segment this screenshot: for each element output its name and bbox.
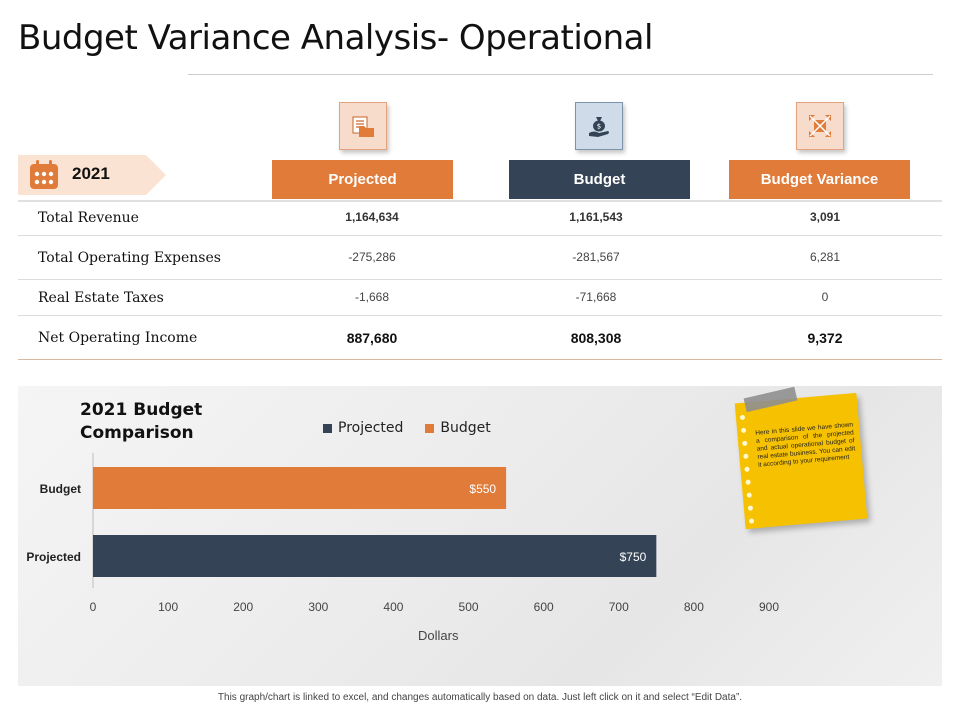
x-tick-label: 600: [533, 600, 554, 614]
column-header-projected: Projected: [272, 160, 453, 199]
bar-budget: [93, 467, 506, 509]
chart-title: 2021 Budget Comparison: [80, 400, 203, 443]
x-tick-label: 800: [683, 600, 704, 614]
row-label: Real Estate Taxes: [38, 290, 164, 306]
budget-value: -71,668: [575, 290, 617, 304]
variance-value: 6,281: [809, 250, 841, 264]
x-tick-label: 100: [158, 600, 179, 614]
bar-projected: [93, 535, 656, 577]
column-header-budget: Budget: [509, 160, 690, 199]
x-tick-label: 300: [308, 600, 329, 614]
sticky-note: [735, 393, 868, 529]
data-label-budget: $550: [469, 482, 497, 496]
note-text: Here in this slide we have shown a comparison of the projected and actual operational budget of real estate business. You can edit it according to your requirement: [755, 421, 856, 469]
variance-value: 0: [821, 290, 829, 304]
projected-value: 887,680: [346, 330, 398, 346]
legend-label: Budget: [440, 420, 491, 436]
budget-value: 1,161,543: [569, 210, 623, 224]
x-tick-label: 200: [233, 600, 254, 614]
legend-label: Projected: [338, 420, 404, 436]
page-title: Budget Variance Analysis- Operational: [18, 18, 653, 58]
category-label-projected: Projected: [26, 550, 81, 564]
x-tick-label: 700: [608, 600, 629, 614]
svg-text:$: $: [596, 122, 602, 131]
budget-value: 808,308: [570, 330, 622, 346]
projected-value: -1,668: [354, 290, 390, 304]
budget-value: -281,567: [572, 250, 620, 264]
projected-value: 1,164,634: [345, 210, 399, 224]
x-tick-label: 0: [89, 600, 97, 614]
data-label-projected: $750: [619, 550, 647, 564]
x-tick-label: 900: [758, 600, 780, 614]
row-label: Total Revenue: [38, 210, 139, 226]
variance-value: 3,091: [809, 210, 841, 224]
year-label: 2021: [72, 164, 110, 183]
footer-note: This graph/chart is linked to excel, and changes automatically based on data. Just left click on it and select “Edit Data”.: [217, 692, 743, 703]
x-tick-label: 500: [458, 600, 479, 614]
row-label: Total Operating Expenses: [38, 250, 221, 266]
category-label-budget: Budget: [39, 482, 81, 496]
row-label: Net Operating Income: [38, 330, 198, 346]
column-header-budget-variance: Budget Variance: [729, 160, 910, 199]
projected-value: -275,286: [348, 250, 396, 264]
x-axis-title: Dollars: [418, 628, 459, 643]
variance-value: 9,372: [807, 330, 843, 346]
x-tick-label: 400: [383, 600, 404, 614]
